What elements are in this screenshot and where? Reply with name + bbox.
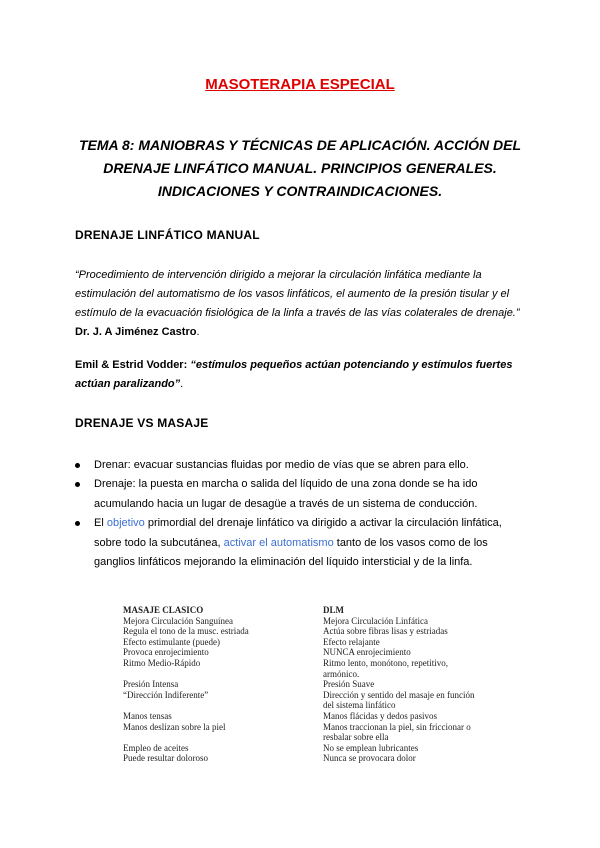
table-row: Empleo de aceites [123, 742, 189, 753]
masaje-clasico-column [123, 605, 313, 764]
column-header: MASAJE CLASICO [123, 605, 204, 615]
table-row: Dirección y sentido del masaje en función [323, 689, 475, 700]
bullet-icon [75, 521, 80, 526]
table-row: Presión Suave [323, 679, 375, 690]
table-row: resbalar sobre ella [323, 732, 389, 743]
table-row: Manos deslizan sobre la piel [123, 721, 226, 732]
table-row: Efecto estimulante (puede) [123, 636, 220, 647]
bullet-text: tanto de los vasos como de los ganglios linfáticos mejorando la eliminación del líquido intersticial y de la linfa. [94, 536, 488, 569]
dlm-column [323, 605, 481, 764]
list-item [75, 475, 525, 514]
table-row: Actúa sobre fibras lisas y estriadas [323, 626, 448, 637]
table-row: Efecto relajante [323, 636, 380, 647]
spacer [123, 700, 313, 711]
table-row: Ritmo lento, monótono, repetitivo, [323, 657, 448, 668]
bullet-text: Drenaje: la puesta en marcha o salida del líquido de una zona donde se ha ido acumulando hacia un lugar de desagüe a través de un sistema de conducción. [94, 478, 478, 510]
definition-quote: “Procedimiento de intervención dirigido a mejorar la circulación linfática mediante la estimulación del automatismo de los vasos linfáticos, el aumento de la presión tisular y el estímulo de la evacuación fisiológica de la linfa a través de las vías colaterales de drenaje.” [75, 269, 520, 319]
table-row: Presión Intensa [123, 679, 179, 690]
activar-automatismo-link[interactable]: activar el automatismo [223, 536, 334, 549]
table-row: del sistema linfático [323, 700, 396, 711]
table-row: Regula el tono de la musc. estriada [123, 626, 249, 637]
table-row: armónico. [323, 668, 360, 679]
document-title: MASOTERAPIA ESPECIAL [205, 76, 395, 93]
list-item [75, 456, 525, 475]
bullet-text: primordial del drenaje linfático va dirigido a activar la circulación linfática, sobre todo la subcutánea, [94, 517, 502, 549]
table-row: Manos traccionan la piel, sin friccionar o [323, 721, 471, 732]
topic-subtitle [60, 134, 540, 203]
table-row: Provoca enrojecimiento [123, 647, 209, 658]
bullet-icon [75, 482, 80, 487]
table-row: Puede resultar doloroso [123, 753, 208, 764]
subtitle-line: INDICACIONES Y CONTRAINDICACIONES. [157, 183, 443, 199]
spacer [123, 732, 313, 743]
bullet-list [75, 456, 525, 572]
punctuation: . [180, 378, 184, 390]
objetivo-link[interactable]: objetivo [106, 517, 145, 530]
table-row: Mejora Circulación Sanguínea [123, 615, 233, 626]
punctuation: . [196, 326, 200, 338]
subtitle-line: DRENAJE LINFÁTICO MANUAL. PRINCIPIOS GENERALES. [103, 160, 497, 176]
definition-author: Dr. J. A Jiménez Castro [75, 326, 197, 338]
section-heading-drenaje-vs-masaje: DRENAJE VS MASAJE [75, 416, 209, 430]
table-row: No se emplean lubricantes [323, 742, 419, 753]
table-row: Manos tensas [123, 710, 172, 721]
table-row: Nunca se provocara dolor [323, 753, 416, 764]
vodder-name: Emil & Estrid Vodder: [75, 359, 188, 371]
vodder-paragraph [75, 356, 523, 394]
comparison-table-image [120, 605, 480, 764]
column-header: DLM [323, 605, 344, 615]
table-row: NUNCA enrojecimiento [323, 647, 411, 658]
subtitle-line: TEMA 8: MANIOBRAS Y TÉCNICAS DE APLICACIÓN. ACCIÓN DEL [78, 137, 522, 153]
vodder-quote: “estímulos pequeños actúan potenciando y estímulos fuertes actúan paralizando” [75, 359, 513, 390]
definition-paragraph [75, 266, 523, 342]
table-row: “Dirección Indiferente” [123, 689, 209, 700]
spacer [123, 669, 313, 680]
list-item [75, 514, 525, 572]
section-heading-drenaje-linfatico: DRENAJE LINFÁTICO MANUAL [75, 228, 260, 242]
table-row: Manos flácidas y dedos pasivos [323, 710, 437, 721]
table-row: Ritmo Medio-Rápido [123, 657, 201, 668]
bullet-text: El [94, 517, 107, 530]
bullet-text: Drenar: evacuar sustancias fluidas por medio de vías que se abren para ello. [94, 459, 469, 471]
table-row: Mejora Circulación Linfática [323, 615, 428, 626]
bullet-icon [75, 463, 80, 468]
